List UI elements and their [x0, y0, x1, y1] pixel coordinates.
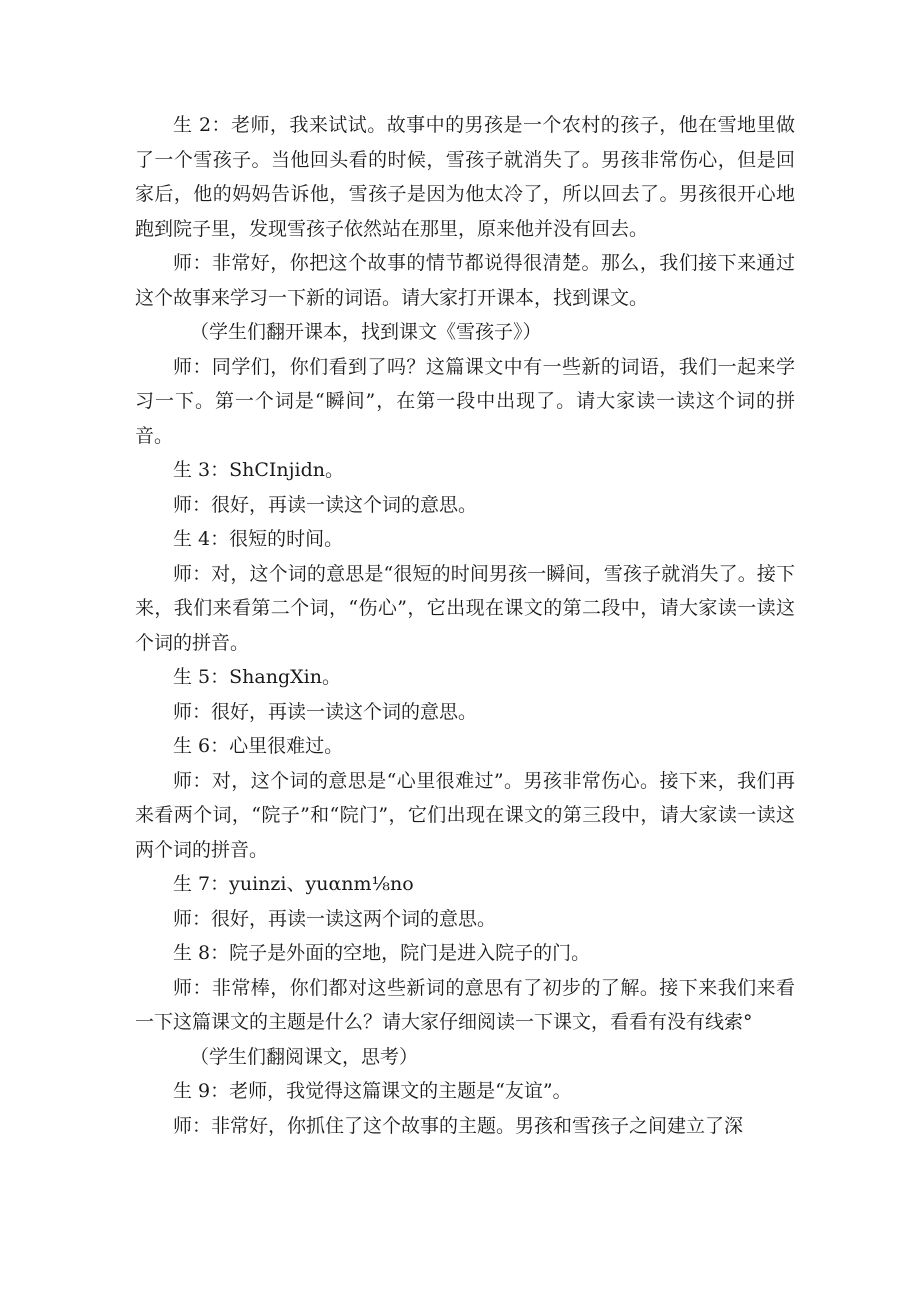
paragraph-teacher-1: 师：非常好，你把这个故事的情节都说得很清楚。那么，我们接下来通过这个故事来学习一下新的词语。请大家打开课本，找到课文。	[135, 252, 795, 309]
paragraph-student-7: 生 7：yuinzi、yuαnm⅛no	[173, 873, 414, 895]
stage-direction-open-book: （学生们翻开课本，找到课文《雪孩子》）	[190, 321, 542, 343]
paragraph-teacher-8: 师：非常棒，你们都对这些新词的意思有了初步的了解。接下来我们来看一下这篇课文的主题是什么？请大家仔细阅读一下课文，看看有没有线索°	[135, 976, 795, 1033]
paragraph-teacher-7: 师：很好，再读一读这两个词的意思。	[173, 907, 497, 930]
paragraph-student-5: 生 5：ShangXin。	[173, 666, 341, 688]
paragraph-student-4: 生 4：很短的时间。	[173, 528, 344, 550]
paragraph-student-3: 生 3：ShCInjidn。	[173, 459, 345, 481]
paragraph-student-9: 生 9：老师，我觉得这篇课文的主题是“友谊”。	[173, 1080, 572, 1102]
paragraph-teacher-5: 师：很好，再读一读这个词的意思。	[173, 700, 478, 723]
paragraph-teacher-4: 师：对，这个词的意思是“很短的时间男孩一瞬间，雪孩子就消失了。接下来，我们来看第二个词，“伤心”，它出现在课文的第二段中，请大家读一读这个词的拼音。	[135, 562, 795, 654]
paragraph-student-8: 生 8：院子是外面的空地，院门是进入院子的门。	[173, 942, 591, 964]
paragraph-student-2: 生 2：老师，我来试试。故事中的男孩是一个农村的孩子，他在雪地里做了一个雪孩子。当他回头看的时候，雪孩子就消失了。男孩非常伤心，但是回家后，他的妈妈告诉他，雪孩子是因为他太冷了，所以回去了。男孩很开心地跑到院子里，发现雪孩子依然站在那里，原来他并没有回去。	[135, 114, 795, 240]
paragraph-teacher-9: 师：非常好，你抓住了这个故事的主题。男孩和雪孩子之间建立了深	[173, 1114, 744, 1137]
paragraph-teacher-3: 师：很好，再读一读这个词的意思。	[173, 493, 478, 516]
paragraph-student-6: 生 6：心里很难过。	[173, 735, 344, 757]
paragraph-teacher-2: 师：同学们，你们看到了吗？这篇课文中有一些新的词语，我们一起来学习一下。第一个词是“瞬间”，在第一段中出现了。请大家读一读这个词的拼音。	[135, 355, 795, 447]
paragraph-teacher-6: 师：对，这个词的意思是“心里很难过”。男孩非常伤心。接下来，我们再来看两个词，“院子”和“院门”，它们出现在课文的第三段中，请大家读一读这两个词的拼音。	[135, 769, 795, 861]
dialogue-body	[135, 108, 795, 1143]
stage-direction-read-text: （学生们翻阅课文，思考）	[190, 1045, 419, 1068]
